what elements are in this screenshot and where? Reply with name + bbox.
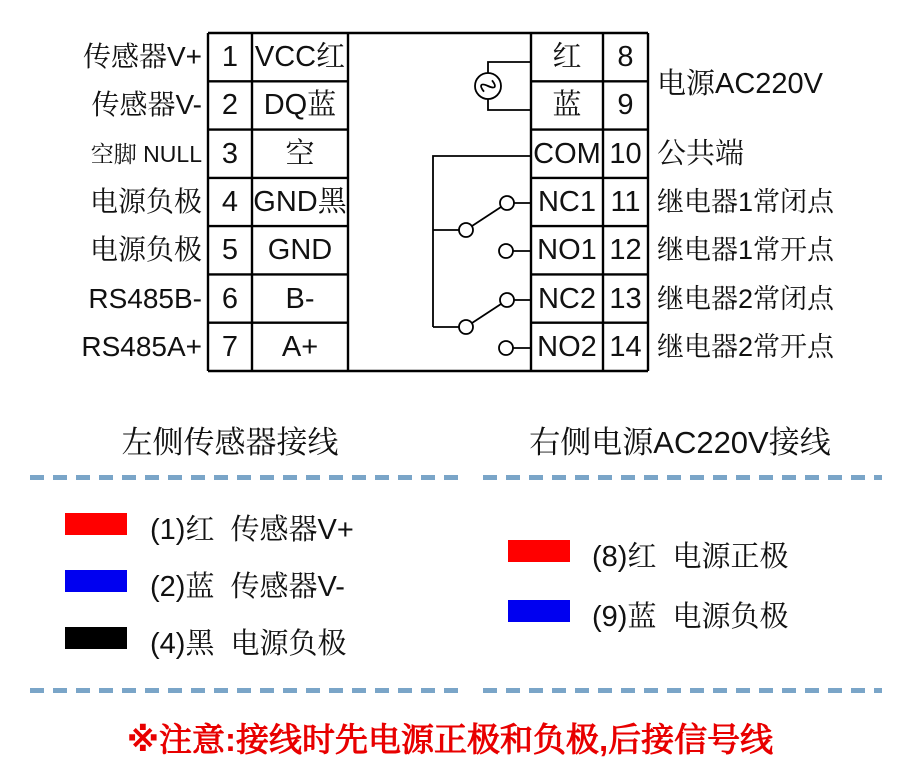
- wire-swatch-red-power: [508, 540, 570, 562]
- dashed-rule-left-top: [30, 475, 458, 480]
- external-label-no1: 继电器1常开点: [657, 235, 835, 265]
- pin-number-5: 5: [221, 234, 239, 266]
- legend-item-blue-sensor-vminus: (2)蓝 传感器V-: [150, 571, 345, 603]
- pin-number-9: 9: [617, 89, 634, 121]
- external-label-pin1: 传感器V+: [82, 41, 202, 72]
- legend-item-black-power-negative: (4)黑 电源负极: [150, 628, 347, 660]
- pin-number-10: 10: [609, 138, 642, 170]
- relay1-pivot-contact-icon: [459, 223, 473, 237]
- wire-swatch-black: [65, 627, 127, 649]
- terminal-label-no2: NO2: [537, 331, 597, 363]
- no1-contact-icon: [499, 244, 513, 258]
- terminal-label-com: COM: [533, 138, 601, 170]
- external-label-pin2: 传感器V-: [91, 89, 202, 120]
- wire-swatch-blue-power: [508, 600, 570, 622]
- terminal-label-red: 红: [552, 41, 582, 73]
- external-label-nc2: 继电器2常闭点: [657, 284, 835, 314]
- external-label-pin3: 空脚 NULL: [90, 141, 202, 167]
- terminal-label-no1: NO1: [537, 234, 597, 266]
- external-label-no2: 继电器2常开点: [657, 332, 835, 362]
- external-label-pin6: RS485B-: [88, 283, 202, 314]
- dashed-rule-right-top: [483, 475, 882, 480]
- pin-number-11: 11: [610, 186, 641, 218]
- pin-number-3: 3: [221, 138, 239, 170]
- pin-number-7: 7: [221, 331, 239, 363]
- dashed-rule-left-bottom: [30, 688, 458, 693]
- circuit-wires: [433, 62, 531, 348]
- terminal-label-gnd-black: GND黑: [253, 186, 347, 218]
- pin-number-1: 1: [221, 41, 239, 73]
- relay2-blade: [472, 304, 501, 323]
- wiring-warning-note: ※注意:接线时先电源正极和负极,后接信号线: [126, 721, 774, 758]
- pin-number-8: 8: [617, 41, 634, 73]
- external-label-pin4: 电源负极: [89, 186, 202, 217]
- nc2-contact-icon: [500, 293, 514, 307]
- terminal-label-a-plus: A+: [281, 331, 319, 363]
- terminal-label-b-minus: B-: [285, 283, 315, 315]
- dashed-rule-right-bottom: [483, 688, 882, 693]
- external-label-pin5: 电源负极: [89, 234, 202, 265]
- external-label-com: 公共端: [657, 138, 745, 170]
- pin-number-12: 12: [609, 234, 642, 266]
- external-label-pin7: RS485A+: [81, 331, 202, 362]
- no2-contact-icon: [499, 341, 513, 355]
- legend-item-blue-power-negative: (9)蓝 电源负极: [592, 601, 789, 633]
- terminal-label-dq: DQ蓝: [263, 89, 337, 121]
- pin-number-14: 14: [609, 331, 642, 363]
- terminal-label-nc2: NC2: [537, 283, 596, 315]
- com-trunk-wire: [433, 156, 531, 327]
- terminal-label-nc1: NC1: [537, 186, 596, 218]
- nc1-contact-icon: [500, 196, 514, 210]
- terminal-label-vcc: VCC红: [254, 41, 346, 73]
- section-title-left-sensor-wiring: 左侧传感器接线: [121, 425, 339, 460]
- relay2-pivot-contact-icon: [459, 320, 473, 334]
- pin-number-13: 13: [609, 283, 642, 315]
- wire-swatch-red: [65, 513, 127, 535]
- wire-swatch-blue: [65, 570, 127, 592]
- legend-item-red-power-positive: (8)红 电源正极: [592, 541, 789, 573]
- relay1-blade: [472, 207, 501, 226]
- pin-number-4: 4: [221, 186, 239, 218]
- external-label-nc1: 继电器1常闭点: [657, 187, 835, 217]
- terminal-label-gnd: GND: [267, 234, 333, 266]
- pin-number-6: 6: [221, 283, 239, 315]
- pin-number-2: 2: [221, 89, 239, 121]
- legend-item-red-sensor-vplus: (1)红 传感器V+: [150, 514, 354, 546]
- section-title-right-power-wiring: 右侧电源AC220V接线: [529, 425, 831, 460]
- terminal-label-null: 空: [285, 138, 315, 170]
- terminal-label-blue: 蓝: [552, 89, 582, 121]
- external-label-power-ac220v: 电源AC220V: [657, 68, 824, 100]
